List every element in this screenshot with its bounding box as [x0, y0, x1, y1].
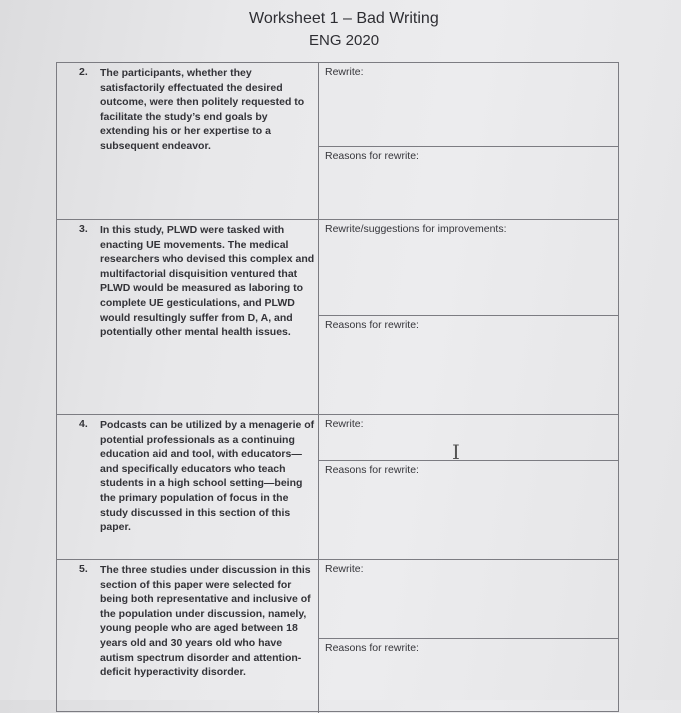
- reasons-cell[interactable]: [319, 146, 618, 219]
- reasons-cell[interactable]: [319, 460, 618, 559]
- rewrite-cell[interactable]: [319, 415, 618, 461]
- item-row-4: [57, 415, 618, 560]
- item-number: 2.: [79, 66, 88, 78]
- reasons-label: Reasons for rewrite:: [325, 642, 419, 654]
- prompt-text: In this study, PLWD were tasked with enacting UE movements. The medical researchers who devised this complex and multifactorial disquisition ventured that PLWD would be measured as laboring to complete UE gesticulations, and PLWD would resultingly suffer from D, A, and potentially other mental health issues.: [100, 224, 315, 339]
- rewrite-label: Rewrite:: [325, 418, 364, 430]
- reasons-label: Reasons for rewrite:: [325, 464, 419, 476]
- reasons-label: Reasons for rewrite:: [325, 319, 419, 331]
- reasons-label: Reasons for rewrite:: [325, 150, 419, 162]
- prompt-text: The participants, whether they satisfactorily effectuated the desired outcome, were then politely requested to facilitate the study’s end goals by extending his or her expertise to a subsequent endeavor.: [100, 67, 305, 152]
- prompt-text: The three studies under discussion in this section of this paper were selected for being both representative and inclusive of the population under discussion, namely, young people who are aged between 18 years old and 30 years old who have autism spectrum disorder and attention-deficit hyperactivity disorder.: [100, 564, 311, 679]
- reasons-cell[interactable]: [319, 315, 618, 414]
- prompt-text: Podcasts can be utilized by a menagerie of potential professionals as a continuing education aid and tool, with educators—and specifically educators who teach students in a high school setting—being the primary population of focus in the study discussed in this section of this paper.: [100, 419, 315, 534]
- item-row-5: [57, 560, 618, 713]
- worksheet-title: Worksheet 1 – Bad Writing: [249, 10, 439, 27]
- prompt-cell: [57, 415, 319, 559]
- worksheet-table: [56, 62, 619, 712]
- rewrite-label: Rewrite:: [325, 66, 364, 78]
- reasons-cell[interactable]: [319, 638, 618, 713]
- text-cursor-icon: I: [452, 440, 460, 464]
- prompt-cell: [57, 63, 319, 219]
- item-row-2: [57, 63, 618, 220]
- rewrite-suggestions-cell[interactable]: [319, 220, 618, 316]
- prompt-cell: [57, 560, 319, 713]
- prompt-cell: [57, 220, 319, 414]
- item-number: 4.: [79, 418, 88, 430]
- item-row-3: [57, 220, 618, 415]
- rewrite-cell[interactable]: [319, 560, 618, 638]
- rewrite-suggestions-label: Rewrite/suggestions for improvements:: [325, 223, 507, 235]
- item-number: 5.: [79, 563, 88, 575]
- item-number: 3.: [79, 223, 88, 235]
- rewrite-label: Rewrite:: [325, 563, 364, 575]
- rewrite-cell[interactable]: [319, 63, 618, 147]
- course-code: ENG 2020: [309, 32, 380, 49]
